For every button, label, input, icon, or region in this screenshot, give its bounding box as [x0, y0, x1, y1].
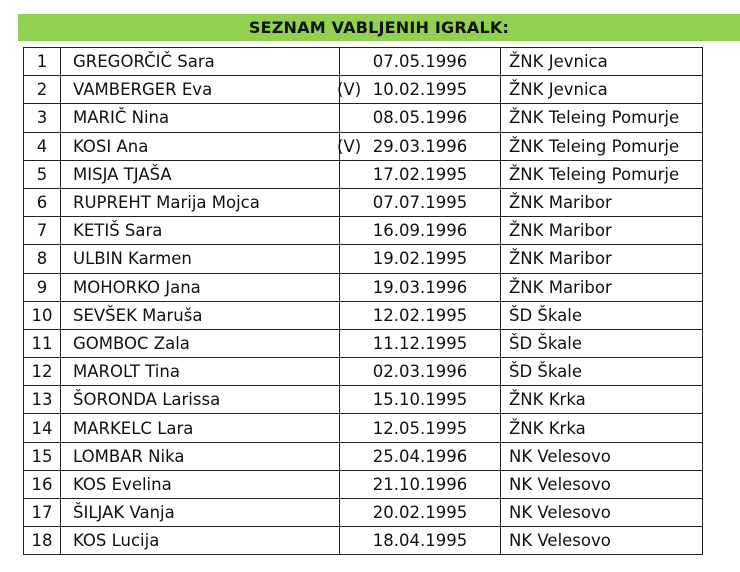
- player-birthdate: 08.05.1996: [340, 104, 501, 132]
- player-row: [24, 414, 703, 442]
- player-number: 14: [24, 414, 61, 442]
- player-number: 1: [24, 48, 61, 76]
- player-club: ŽNK Teleing Pomurje: [501, 132, 703, 160]
- player-number: 9: [24, 273, 61, 301]
- player-number: 8: [24, 245, 61, 273]
- player-row: [24, 358, 703, 386]
- player-number: 10: [24, 301, 61, 329]
- player-name: MOHORKO Jana: [73, 277, 201, 297]
- player-number: 3: [24, 104, 61, 132]
- player-name-cell: [61, 301, 340, 329]
- player-name: ŠORONDA Larissa: [73, 390, 221, 410]
- player-number: 6: [24, 188, 61, 216]
- player-club: ŽNK Maribor: [501, 188, 703, 216]
- player-name-cell: [61, 273, 340, 301]
- player-number: 7: [24, 217, 61, 245]
- player-name: GREGORČIČ Sara: [73, 52, 215, 72]
- player-name: MARKELC Lara: [73, 418, 194, 438]
- player-club: ŽNK Maribor: [501, 245, 703, 273]
- player-name: KOS Evelina: [73, 474, 172, 494]
- player-birthdate: 17.02.1995: [340, 160, 501, 188]
- player-birthdate: 10.02.1995: [340, 76, 501, 104]
- player-name: GOMBOC Zala: [73, 333, 190, 353]
- player-row: [24, 442, 703, 470]
- player-name: MARIČ Nina: [73, 108, 170, 128]
- player-name-cell: [61, 160, 340, 188]
- player-club: ŽNK Teleing Pomurje: [501, 104, 703, 132]
- player-row: [24, 386, 703, 414]
- player-club: NK Velesovo: [501, 442, 703, 470]
- player-birthdate: 11.12.1995: [340, 329, 501, 357]
- player-number: 11: [24, 329, 61, 357]
- player-number: 2: [24, 76, 61, 104]
- player-number: 13: [24, 386, 61, 414]
- player-name-cell: [61, 386, 340, 414]
- player-club: NK Velesovo: [501, 527, 703, 555]
- player-birthdate: 15.10.1995: [340, 386, 501, 414]
- player-birthdate: 12.02.1995: [340, 301, 501, 329]
- player-name-cell: [61, 132, 362, 160]
- player-name-cell: [61, 414, 340, 442]
- player-birthdate: 25.04.1996: [340, 442, 501, 470]
- player-name: ULBIN Karmen: [73, 249, 192, 269]
- player-name: RUPREHT Marija Mojca: [73, 193, 260, 213]
- player-club: ŽNK Krka: [501, 414, 703, 442]
- player-birthdate: 07.07.1995: [340, 188, 501, 216]
- player-number: 17: [24, 499, 61, 527]
- player-row: [24, 217, 703, 245]
- player-club: ŽNK Maribor: [501, 273, 703, 301]
- player-row: [24, 527, 703, 555]
- player-club: ŽNK Jevnica: [501, 48, 703, 76]
- player-row: [24, 76, 703, 104]
- player-club: ŠD Škale: [501, 301, 703, 329]
- player-club: ŽNK Maribor: [501, 217, 703, 245]
- roster-title-bar: [18, 14, 740, 41]
- player-row: [24, 104, 703, 132]
- player-birthdate: 18.04.1995: [340, 527, 501, 555]
- player-birthdate: 29.03.1996: [340, 132, 501, 160]
- player-name-cell: [61, 358, 340, 386]
- player-club: ŠD Škale: [501, 329, 703, 357]
- player-birthdate: 21.10.1996: [340, 470, 501, 498]
- player-name-cell: [61, 188, 340, 216]
- player-row: [24, 470, 703, 498]
- player-birthdate: 07.05.1996: [340, 48, 501, 76]
- player-name-cell: [61, 104, 340, 132]
- player-row: [24, 499, 703, 527]
- player-name-cell: [61, 48, 340, 76]
- player-row: [24, 273, 703, 301]
- player-birthdate: 19.03.1996: [340, 273, 501, 301]
- player-name: MISJA TJAŠA: [73, 164, 172, 184]
- player-row: [24, 160, 703, 188]
- player-number: 16: [24, 470, 61, 498]
- player-club: ŽNK Teleing Pomurje: [501, 160, 703, 188]
- player-number: 12: [24, 358, 61, 386]
- player-club: NK Velesovo: [501, 499, 703, 527]
- player-roster-body: [24, 48, 703, 555]
- player-number: 15: [24, 442, 61, 470]
- player-name-cell: [61, 245, 340, 273]
- player-mark: (V): [337, 136, 362, 156]
- player-club: NK Velesovo: [501, 470, 703, 498]
- player-name-cell: [61, 527, 340, 555]
- player-name: KETIŠ Sara: [73, 221, 163, 241]
- player-number: 18: [24, 527, 61, 555]
- player-birthdate: 02.03.1996: [340, 358, 501, 386]
- player-number: 4: [24, 132, 61, 160]
- player-name: LOMBAR Nika: [73, 446, 185, 466]
- player-name-cell: [61, 470, 340, 498]
- player-name-cell: [61, 329, 340, 357]
- player-row: [24, 329, 703, 357]
- player-row: [24, 188, 703, 216]
- roster-title: SEZNAM VABLJENIH IGRALK:: [248, 18, 510, 37]
- player-birthdate: 12.05.1995: [340, 414, 501, 442]
- player-club: ŽNK Jevnica: [501, 76, 703, 104]
- player-birthdate: 16.09.1996: [340, 217, 501, 245]
- player-name: MAROLT Tina: [73, 362, 180, 382]
- player-name: KOS Lucija: [73, 531, 160, 551]
- player-number: 5: [24, 160, 61, 188]
- player-roster-table: [23, 47, 703, 555]
- player-name: ŠILJAK Vanja: [73, 503, 175, 523]
- player-row: [24, 132, 703, 160]
- player-name-cell: [61, 499, 340, 527]
- player-row: [24, 245, 703, 273]
- player-name-cell: [61, 217, 340, 245]
- player-name-cell: [61, 76, 362, 104]
- player-birthdate: 20.02.1995: [340, 499, 501, 527]
- player-mark: (V): [337, 80, 362, 100]
- player-name: VAMBERGER Eva: [73, 80, 213, 100]
- player-club: ŠD Škale: [501, 358, 703, 386]
- player-row: [24, 48, 703, 76]
- player-name: KOSI Ana: [73, 136, 149, 156]
- player-club: ŽNK Krka: [501, 386, 703, 414]
- player-row: [24, 301, 703, 329]
- player-name: SEVŠEK Maruša: [73, 305, 203, 325]
- player-name-cell: [61, 442, 340, 470]
- player-birthdate: 19.02.1995: [340, 245, 501, 273]
